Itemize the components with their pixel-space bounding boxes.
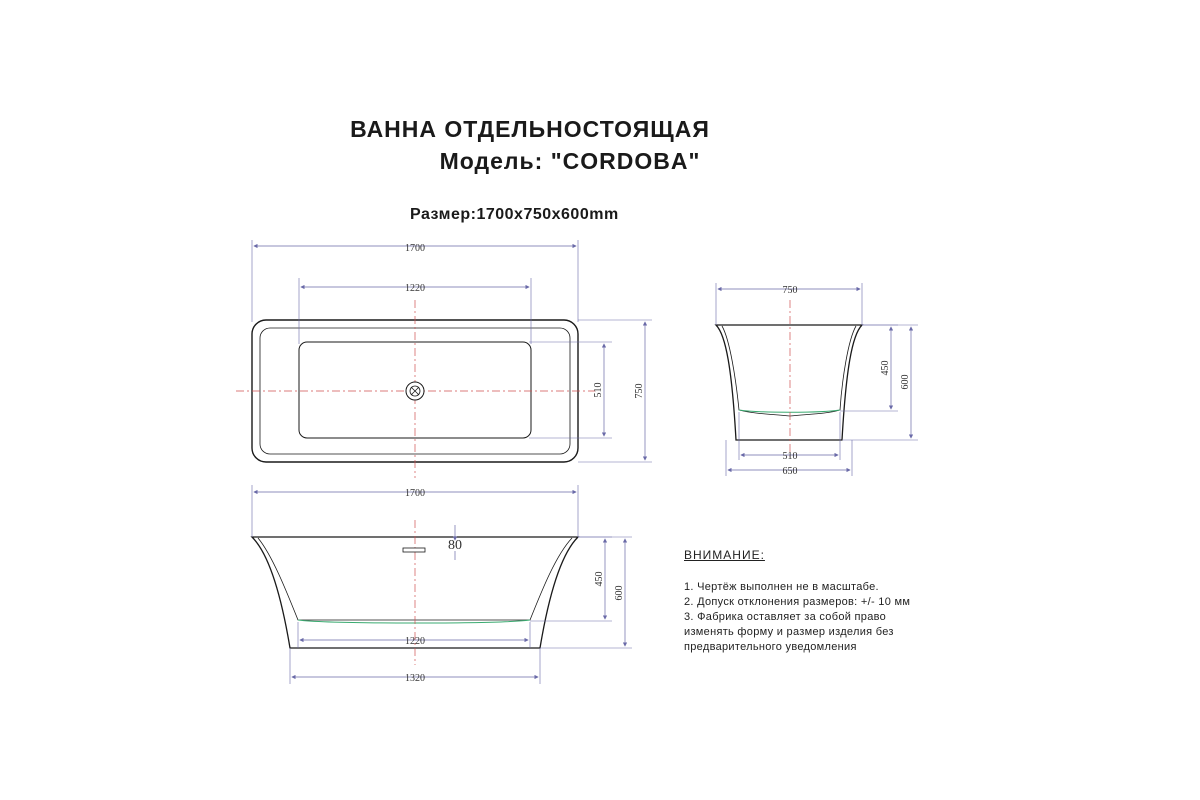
- side-base-label: 650: [782, 466, 798, 477]
- overflow-icon: [403, 548, 425, 552]
- side-view: [716, 283, 918, 477]
- top-view: [236, 240, 652, 478]
- model-name: Модель: "CORDOBA": [439, 148, 701, 174]
- note-line: изменять форму и размер изделия без: [684, 626, 894, 638]
- front-view: [252, 485, 632, 684]
- drawing-title: ВАННА ОТДЕЛЬНОСТОЯЩАЯ: [350, 116, 710, 142]
- front-depth-label: 450: [594, 571, 605, 587]
- front-length-label: 1700: [405, 488, 425, 499]
- side-width-label: 750: [782, 285, 798, 296]
- note-line: 1. Чертёж выполнен не в масштабе.: [684, 581, 879, 593]
- side-height-label: 600: [900, 374, 911, 390]
- notes-heading: ВНИМАНИЕ:: [684, 548, 765, 562]
- drain-offset-label: 80: [448, 538, 462, 553]
- top-inner-width-label: 510: [593, 382, 604, 398]
- front-base-label: 1320: [405, 673, 425, 684]
- side-depth-label: 450: [880, 360, 891, 376]
- size-label: Размер:1700x750x600mm: [410, 206, 619, 223]
- front-height-label: 600: [614, 585, 625, 601]
- front-bottom-label: 1220: [405, 636, 425, 647]
- top-width-label: 750: [634, 383, 645, 399]
- drain-icon: [406, 382, 424, 400]
- note-line: предварительного уведомления: [684, 641, 857, 653]
- top-length-label: 1700: [405, 243, 425, 254]
- note-line: 3. Фабрика оставляет за собой право: [684, 611, 887, 623]
- note-line: 2. Допуск отклонения размеров: +/- 10 мм: [684, 596, 911, 608]
- top-inner-length-label: 1220: [405, 283, 425, 294]
- side-bottom-label: 510: [782, 451, 798, 462]
- notes-block: [684, 548, 910, 655]
